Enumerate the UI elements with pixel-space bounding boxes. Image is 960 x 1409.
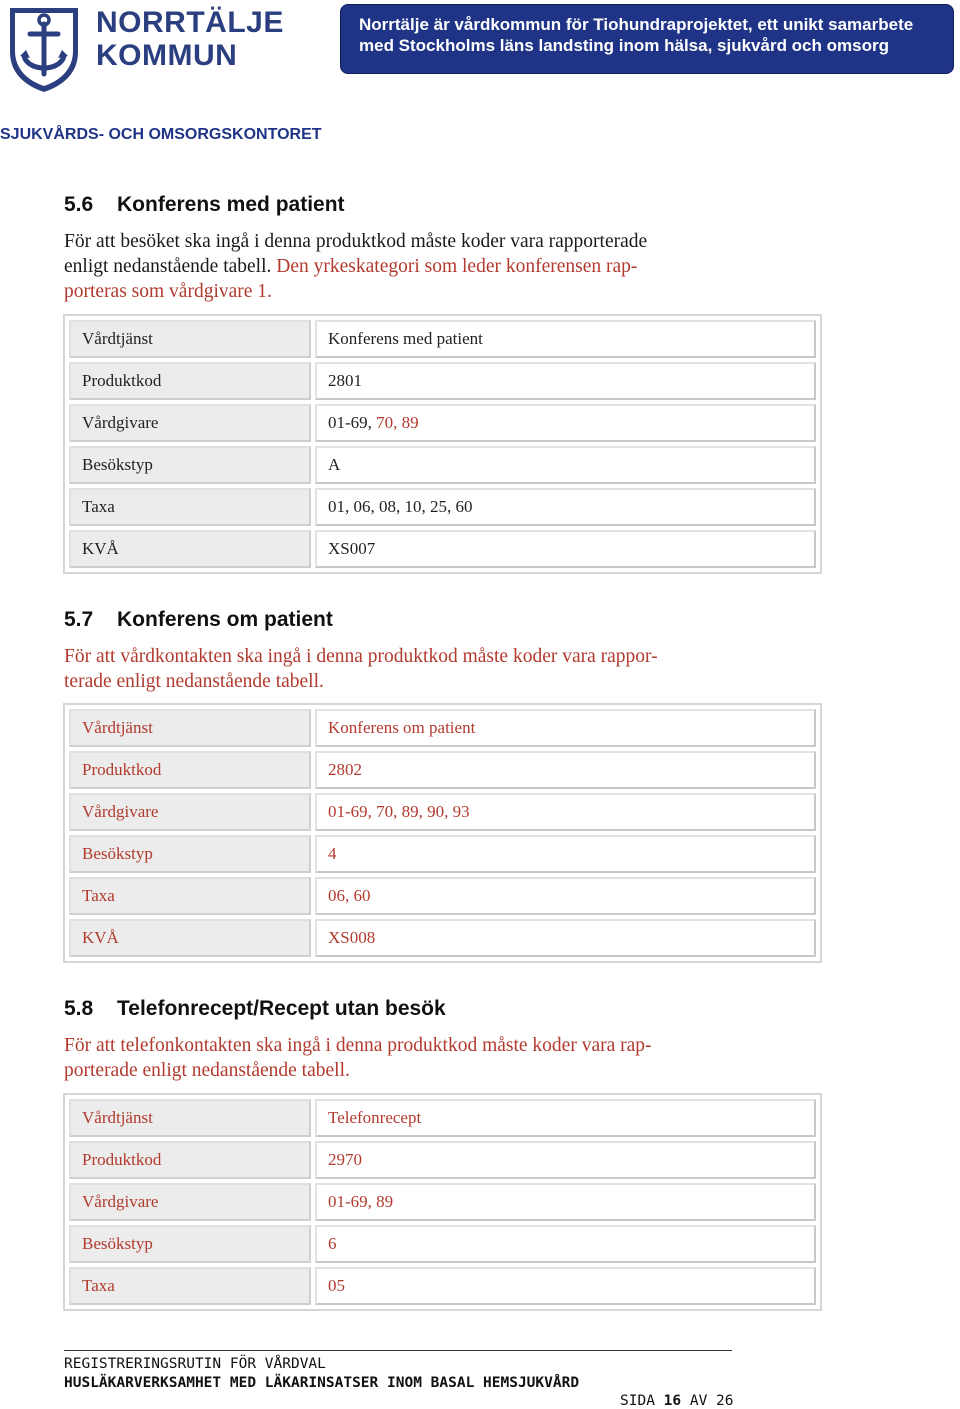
row-value: 2970	[315, 1141, 816, 1179]
section-heading-5-6	[64, 193, 345, 217]
row-label: KVÅ	[69, 919, 311, 957]
table-row	[69, 1225, 816, 1263]
row-label: Vårdtjänst	[69, 320, 311, 358]
row-label: Produktkod	[69, 362, 311, 400]
intro-line	[64, 254, 744, 279]
page-total: 26	[716, 1393, 734, 1409]
logo-wordmark-line2: KOMMUN	[96, 39, 238, 72]
table-row	[69, 1141, 816, 1179]
intro-line: porterade enligt nedanstående tabell.	[64, 1060, 350, 1081]
row-value: Konferens om patient	[315, 709, 816, 747]
row-label: Taxa	[69, 877, 311, 915]
row-value	[315, 404, 816, 442]
table-row	[69, 404, 816, 442]
section-title: Telefonrecept/Recept utan besök	[117, 997, 446, 1020]
office-title: SJUKVÅRDS- OCH OMSORGSKONTORET	[0, 126, 322, 143]
table-row	[69, 835, 816, 873]
row-label: Vårdgivare	[69, 404, 311, 442]
row-label: Taxa	[69, 488, 311, 526]
intro-text-black: enligt nedanstående tabell.	[64, 256, 277, 277]
section-number: 5.8	[64, 997, 94, 1020]
row-value: Konferens med patient	[315, 320, 816, 358]
table-row	[69, 1099, 816, 1137]
section-intro-5-7	[64, 644, 744, 694]
intro-line-red: porteras som vårdgivare 1.	[64, 281, 272, 302]
row-label: Vårdtjänst	[69, 1099, 311, 1137]
intro-text-red: Den yrkeskategori som leder konferensen rap-	[276, 256, 638, 277]
section-title: Konferens med patient	[117, 193, 345, 216]
table-row	[69, 1183, 816, 1221]
row-label: Produktkod	[69, 751, 311, 789]
section-number: 5.6	[64, 193, 94, 216]
footer-line1: REGISTRERINGSRUTIN FÖR VÅRDVAL	[64, 1356, 326, 1372]
row-label: Taxa	[69, 1267, 311, 1305]
section-heading-5-8	[64, 997, 446, 1021]
table-row	[69, 362, 816, 400]
info-table-5-7	[63, 703, 822, 963]
section-title: Konferens om patient	[117, 608, 333, 631]
table-row	[69, 488, 816, 526]
row-value: Telefonrecept	[315, 1099, 816, 1137]
row-value: 4	[315, 835, 816, 873]
section-number: 5.7	[64, 608, 94, 631]
header-banner	[340, 4, 954, 74]
table-row	[69, 793, 816, 831]
table-row	[69, 530, 816, 568]
logo-wordmark-line1: NORRTÄLJE	[96, 6, 284, 39]
section-intro-5-8	[64, 1033, 744, 1083]
section-heading-5-7	[64, 608, 333, 632]
table-row	[69, 877, 816, 915]
info-table-5-6	[63, 314, 822, 574]
row-value: 01-69, 89	[315, 1183, 816, 1221]
value-text-red: 70, 89	[376, 413, 419, 432]
table-row	[69, 1267, 816, 1305]
row-value: 2802	[315, 751, 816, 789]
table-row	[69, 320, 816, 358]
intro-line: För att besöket ska ingå i denna produktkod måste koder vara rapporterade	[64, 231, 648, 252]
intro-line: För att telefonkontakten ska ingå i denna produktkod måste koder vara rap-	[64, 1035, 652, 1056]
row-value: XS007	[315, 530, 816, 568]
row-value: 6	[315, 1225, 816, 1263]
row-label: Produktkod	[69, 1141, 311, 1179]
info-table-5-8	[63, 1093, 822, 1311]
row-value: 01-69, 70, 89, 90, 93	[315, 793, 816, 831]
row-value: 01, 06, 08, 10, 25, 60	[315, 488, 816, 526]
footer-line2: HUSLÄKARVERKSAMHET MED LÄKARINSATSER INOM BASAL HEMSJUKVÅRD	[64, 1375, 580, 1391]
banner-line2: med Stockholms läns landsting inom hälsa, sjukvård och omsorg	[359, 36, 889, 55]
row-label: Besökstyp	[69, 1225, 311, 1263]
intro-line: För att vårdkontakten ska ingå i denna produktkod måste koder vara rappor-	[64, 646, 658, 667]
row-label: Vårdgivare	[69, 793, 311, 831]
page-number	[620, 1393, 734, 1409]
row-label: Besökstyp	[69, 446, 311, 484]
logo-wordmark	[96, 6, 284, 72]
table-row	[69, 709, 816, 747]
value-text-black: 01-69,	[328, 413, 377, 432]
row-label: KVÅ	[69, 530, 311, 568]
page-middle: AV	[681, 1393, 717, 1409]
row-value: A	[315, 446, 816, 484]
row-label: Besökstyp	[69, 835, 311, 873]
table-row	[69, 919, 816, 957]
section-intro-5-6	[64, 229, 744, 304]
page-current: 16	[663, 1393, 682, 1409]
row-label: Vårdgivare	[69, 1183, 311, 1221]
row-value: XS008	[315, 919, 816, 957]
table-row	[69, 751, 816, 789]
intro-line: terade enligt nedanstående tabell.	[64, 671, 324, 692]
table-row	[69, 446, 816, 484]
footer-divider	[64, 1350, 732, 1351]
row-value: 05	[315, 1267, 816, 1305]
page-prefix: SIDA	[620, 1393, 664, 1409]
row-value: 2801	[315, 362, 816, 400]
row-value: 06, 60	[315, 877, 816, 915]
banner-line1: Norrtälje är vårdkommun för Tiohundraprojektet, ett unikt samarbete	[359, 15, 914, 34]
norrtalje-coat-of-arms-logo	[6, 4, 82, 94]
row-label: Vårdtjänst	[69, 709, 311, 747]
